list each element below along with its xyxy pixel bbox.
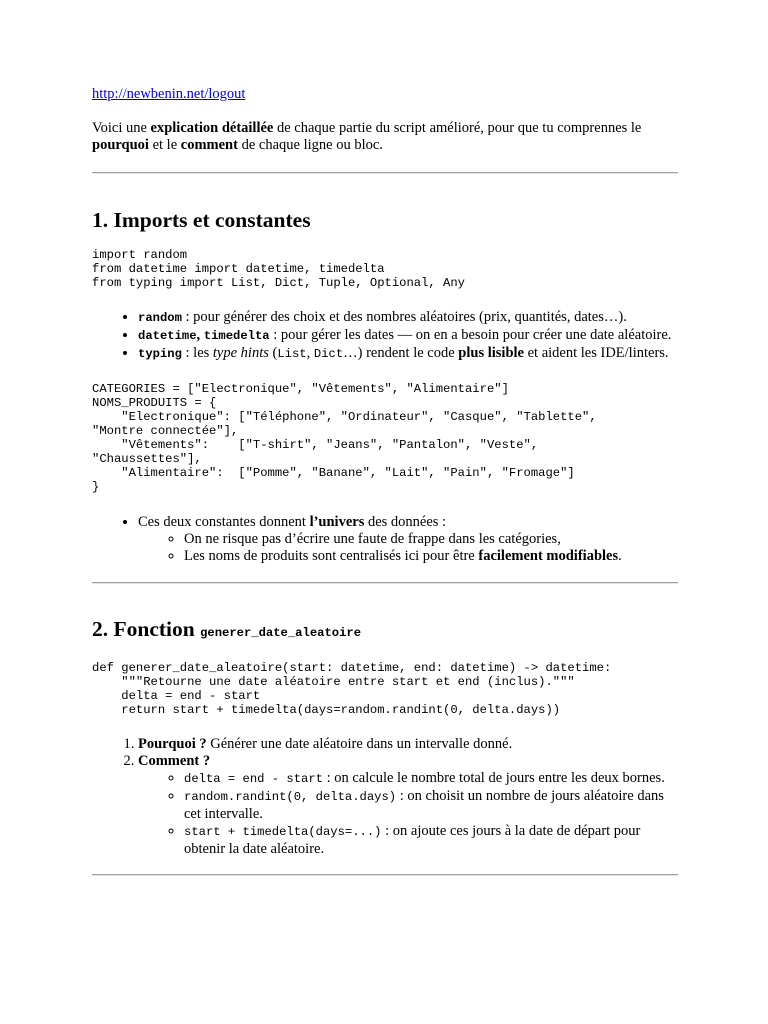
- item-bold: Pourquoi ?: [138, 736, 207, 752]
- list-item: [184, 770, 678, 788]
- bullet-text: …) rendent le code: [343, 345, 459, 361]
- bullet-italic: type hints: [212, 345, 269, 361]
- bullet-text: des données :: [364, 514, 447, 530]
- inline-code: datetime: [138, 329, 197, 343]
- bullet-text: Ces deux constantes donnent: [138, 514, 310, 530]
- bullet-separator: ,: [196, 327, 204, 343]
- function-numbered-list: [92, 736, 678, 858]
- list-item: [184, 788, 678, 823]
- intro-bold-3: comment: [180, 137, 238, 153]
- inline-code: random: [138, 311, 182, 325]
- constants-bullet-list: [92, 514, 678, 565]
- bullet-text: : les: [181, 345, 213, 361]
- section-2-heading: [92, 616, 678, 646]
- sub-bullet-text: .: [618, 548, 622, 564]
- inline-code: timedelta: [203, 329, 270, 343]
- list-item: [138, 345, 678, 363]
- intro-bold-2: pourquoi: [92, 137, 149, 153]
- sub-item-text: : on ajoute ces jours à la date de départ pour obtenir la date aléatoire.: [184, 823, 641, 857]
- list-item: [138, 309, 678, 327]
- code-block-constants: CATEGORIES = ["Electronique", "Vêtements", "Alimentaire"] NOMS_PRODUITS = { "Electronique": ["Téléphone", "Ordinateur", "Casque", "Tablette", "Montre connectée"], "Vêtements": ["T-shirt", "Jeans", "Pantalon", "Veste", "Chaussettes"], "Alimentaire": ["Pomme", "Banane", "Lait", "Pain", "Fromage"] }: [92, 382, 597, 494]
- sub-bullet-text: On ne risque pas d’écrire une faute de frappe dans les catégories,: [184, 531, 561, 547]
- intro-text-4: de chaque ligne ou bloc.: [237, 137, 383, 153]
- document-page: [92, 86, 678, 876]
- list-item: [138, 327, 678, 345]
- sub-item-text: : on choisit un nombre de jours aléatoire dans cet intervalle.: [184, 788, 664, 822]
- bullet-text: (: [268, 345, 278, 361]
- sub-bullet-bold: facilement modifiables: [478, 548, 619, 564]
- divider-1: [92, 172, 678, 174]
- inline-code: random.randint(0, delta.days): [184, 790, 397, 804]
- constants-sub-list: [138, 531, 678, 565]
- function-sub-list: [138, 770, 678, 858]
- section-2-heading-text: 2. Fonction: [92, 617, 201, 641]
- imports-bullet-list: [92, 309, 678, 363]
- item-bold: Comment ?: [138, 753, 211, 769]
- intro-text-3: et le: [148, 137, 181, 153]
- intro-paragraph: [92, 120, 678, 154]
- list-item: [184, 823, 678, 858]
- logout-link[interactable]: http://newbenin.net/logout: [92, 86, 246, 102]
- list-item: [184, 548, 678, 565]
- list-item: [138, 514, 678, 565]
- bullet-text: : pour gérer les dates — on en a besoin pour créer une date aléatoire.: [269, 327, 672, 343]
- intro-text-1: Voici une: [92, 120, 151, 136]
- list-item: [138, 753, 678, 858]
- bullet-text: et aident les IDE/linters.: [523, 345, 669, 361]
- sub-bullet-text: Les noms de produits sont centralisés ici pour être: [184, 548, 479, 564]
- code-block-imports: import random from datetime import datetime, timedelta from typing import List, Dict, Tuple, Optional, Any: [92, 248, 465, 290]
- inline-code: start + timedelta(days=...): [184, 825, 382, 839]
- divider-3: [92, 874, 678, 876]
- inline-code: typing: [138, 347, 182, 361]
- bullet-bold: l’univers: [309, 514, 365, 530]
- item-text: Générer une date aléatoire dans un intervalle donné.: [206, 736, 513, 752]
- section-2-heading-code: generer_date_aleatoire: [200, 626, 362, 640]
- intro-bold-1: explication détaillée: [150, 120, 274, 136]
- sub-item-text: : on calcule le nombre total de jours entre les deux bornes.: [322, 770, 665, 786]
- inline-code: List: [277, 347, 307, 361]
- list-item: [184, 531, 678, 548]
- divider-2: [92, 582, 678, 584]
- code-block-function: def generer_date_aleatoire(start: datetime, end: datetime) -> datetime: """Retourne une date aléatoire entre start et end (inclus).""" delta = end - start return start + timedelta(days=random.randint(0, delta.days)): [92, 661, 612, 717]
- bullet-text: : pour générer des choix et des nombres aléatoires (prix, quantités, dates…).: [181, 309, 627, 325]
- bullet-bold: plus lisible: [458, 345, 524, 361]
- section-1-heading: 1. Imports et constantes: [92, 208, 311, 232]
- bullet-text: ,: [306, 345, 314, 361]
- inline-code: delta = end - start: [184, 772, 323, 786]
- intro-text-2: de chaque partie du script amélioré, pour que tu comprennes le: [273, 120, 642, 136]
- inline-code: Dict: [313, 347, 344, 361]
- list-item: [138, 736, 678, 753]
